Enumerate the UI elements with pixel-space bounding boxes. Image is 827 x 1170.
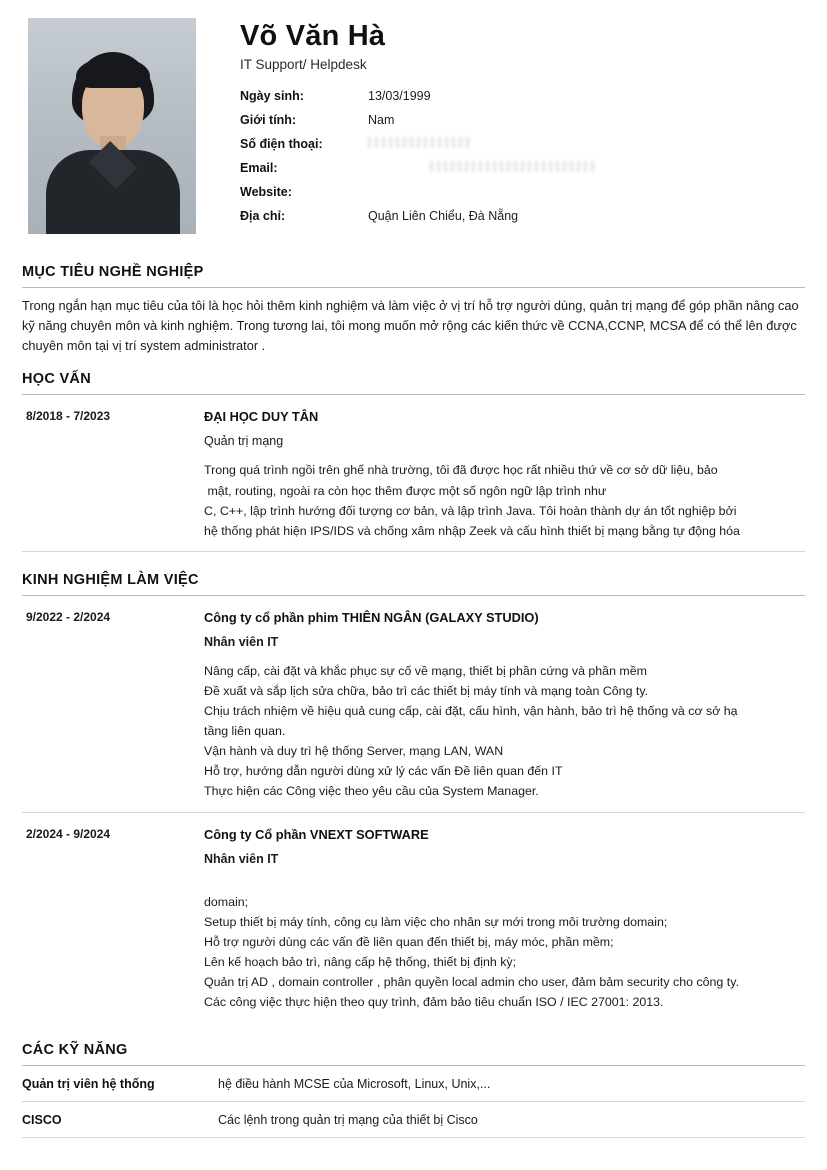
experience-body [204,610,805,802]
experience-line: Hỗ trợ người dùng các vấn đề liên quan đến thiết bị, máy móc, phần mềm; [204,934,614,949]
info-label-gender: Giới tính: [240,113,297,127]
info-row-gender [240,108,797,132]
education-line: Trong quá trình ngồi trên ghế nhà trường, tôi đã được học rất nhiều thứ về cơ sở dữ liệu, bảo [204,463,718,478]
experience-dates: 2/2024 - 9/2024 [26,826,111,841]
photo-container [28,18,196,234]
skill-name: CISCO [22,1113,62,1128]
section-education [0,365,827,551]
info-value-address: Quận Liên Chiểu, Đà Nẵng [368,209,519,223]
experience-line: Các công việc thực hiện theo quy trình, đảm bảo tiêu chuẩn ISO / IEC 27001: 2013. [204,994,664,1009]
experience-dates: 9/2022 - 2/2024 [26,609,111,624]
experience-line: Vận hành và duy trì hệ thống Server, mạng LAN, WAN [204,744,504,759]
redacted-email [430,161,595,172]
info-row-birthdate [240,84,797,108]
education-major: Quản trị mạng [204,434,284,449]
section-experience [0,566,827,1022]
info-label-website: Website: [240,185,292,199]
skill-description: Các lệnh trong quản trị mạng của thiết bị Cisco [218,1113,478,1128]
experience-line: tầng liên quan. [204,724,286,739]
experience-description [204,661,793,802]
experience-line: Setup thiết bị máy tính, công cụ làm việc cho nhân sự mới trong môi trường domain; [204,914,668,929]
experience-line [204,878,793,892]
info-value-website [368,180,797,204]
experience-body [204,827,805,1013]
skill-row [22,1066,805,1101]
experience-line: Hỗ trợ, hướng dẫn người dùng xử lý các vấn Đề liên quan đến IT [204,764,563,779]
info-row-email [240,156,797,180]
experience-company: Công ty Cổ phần VNEXT SOFTWARE [204,826,429,842]
info-value-email-redacted [368,156,797,180]
education-description [204,460,793,540]
cv-header [0,0,827,234]
skills-title: CÁC KỸ NĂNG [22,1042,128,1059]
experience-title: KINH NGHIỆM LÀM VIỆC [22,571,199,588]
candidate-name: Võ Văn Hà [240,20,386,52]
education-line: hệ thống phát hiện IPS/IDS và chống xâm nhập Zeek và cấu hình thiết bị mạng bằng tự động hóa [204,523,740,538]
experience-entry [22,813,805,1023]
experience-line: domain; [204,894,249,909]
objective-title: MỤC TIÊU NGHỀ NGHIỆP [22,264,204,280]
experience-description [204,878,793,1013]
info-label-birthdate: Ngày sinh: [240,89,304,103]
section-skills [0,1036,827,1138]
objective-text: Trong ngắn hạn mục tiêu của tôi là học hỏi thêm kinh nghiệm và làm việc ở vị trí hỗ trợ người dùng, quản trị mạng để góp phần nâng cao kỹ năng chuyên môn và kinh nghiệm. Trong tương lai, tôi mong muốn mở rộng các kiến thức về CCNA,CCNP, MCSA để có thể lên được chuyên môn tại vị trí system administrator . [22,298,799,353]
experience-line: Quản trị AD , domain controller , phân quyền local admin cho user, đảm bảm security cho công ty. [204,974,739,989]
experience-position: Nhân viên IT [204,851,279,866]
education-dates: 8/2018 - 7/2023 [26,409,111,424]
education-title: HỌC VẤN [22,371,91,388]
experience-company: Công ty cổ phần phim THIÊN NGÂN (GALAXY STUDIO) [204,609,539,625]
skill-name: Quản trị viên hệ thống [22,1077,155,1092]
candidate-job-title: IT Support/ Helpdesk [240,57,367,72]
info-value-gender: Nam [368,113,395,127]
info-label-address: Địa chỉ: [240,209,286,223]
info-label-email: Email: [240,161,278,175]
experience-line: Nâng cấp, cài đặt và khắc phục sự cố về mạng, thiết bị phần cứng và phần mềm [204,663,647,678]
personal-info-table [240,84,797,228]
experience-line: Đề xuất và sắp lịch sửa chữa, bảo trì các thiết bị máy tính và mạng toàn Công ty. [204,683,649,698]
portrait-photo [28,18,196,234]
experience-entry [22,596,805,812]
experience-line: Thực hiện các Công việc theo yêu cầu của System Manager. [204,784,539,799]
experience-line: Chịu trách nhiệm về hiệu quả cung cấp, cài đặt, cấu hình, vận hành, bảo trì hệ thống và cơ sở hạ [204,704,738,719]
experience-line: Lên kế hoạch bảo trì, nâng cấp hệ thống, thiết bị định kỳ; [204,954,517,969]
info-value-birthdate: 13/03/1999 [368,89,431,103]
section-objective [0,258,827,365]
redacted-phone [368,137,473,148]
info-label-phone: Số điện thoại: [240,137,323,151]
skill-description: hệ điều hành MCSE của Microsoft, Linux, Unix,... [218,1077,491,1092]
education-school: ĐẠI HỌC DUY TÂN [204,409,319,425]
education-line: mật, routing, ngoài ra còn học thêm được một số ngôn ngữ lập trình như [204,483,607,498]
skill-row [22,1102,805,1137]
experience-position: Nhân viên IT [204,634,279,649]
info-value-phone-redacted [368,132,797,156]
info-row-website [240,180,797,204]
info-row-phone [240,132,797,156]
education-entry [22,395,805,550]
education-line: C, C++, lập trình hướng đối tượng cơ bản, và lập trình Java. Tôi hoàn thành dự án tốt nghiệp bởi [204,503,737,518]
education-body [204,409,805,540]
info-row-address [240,204,797,228]
header-info [196,18,827,234]
